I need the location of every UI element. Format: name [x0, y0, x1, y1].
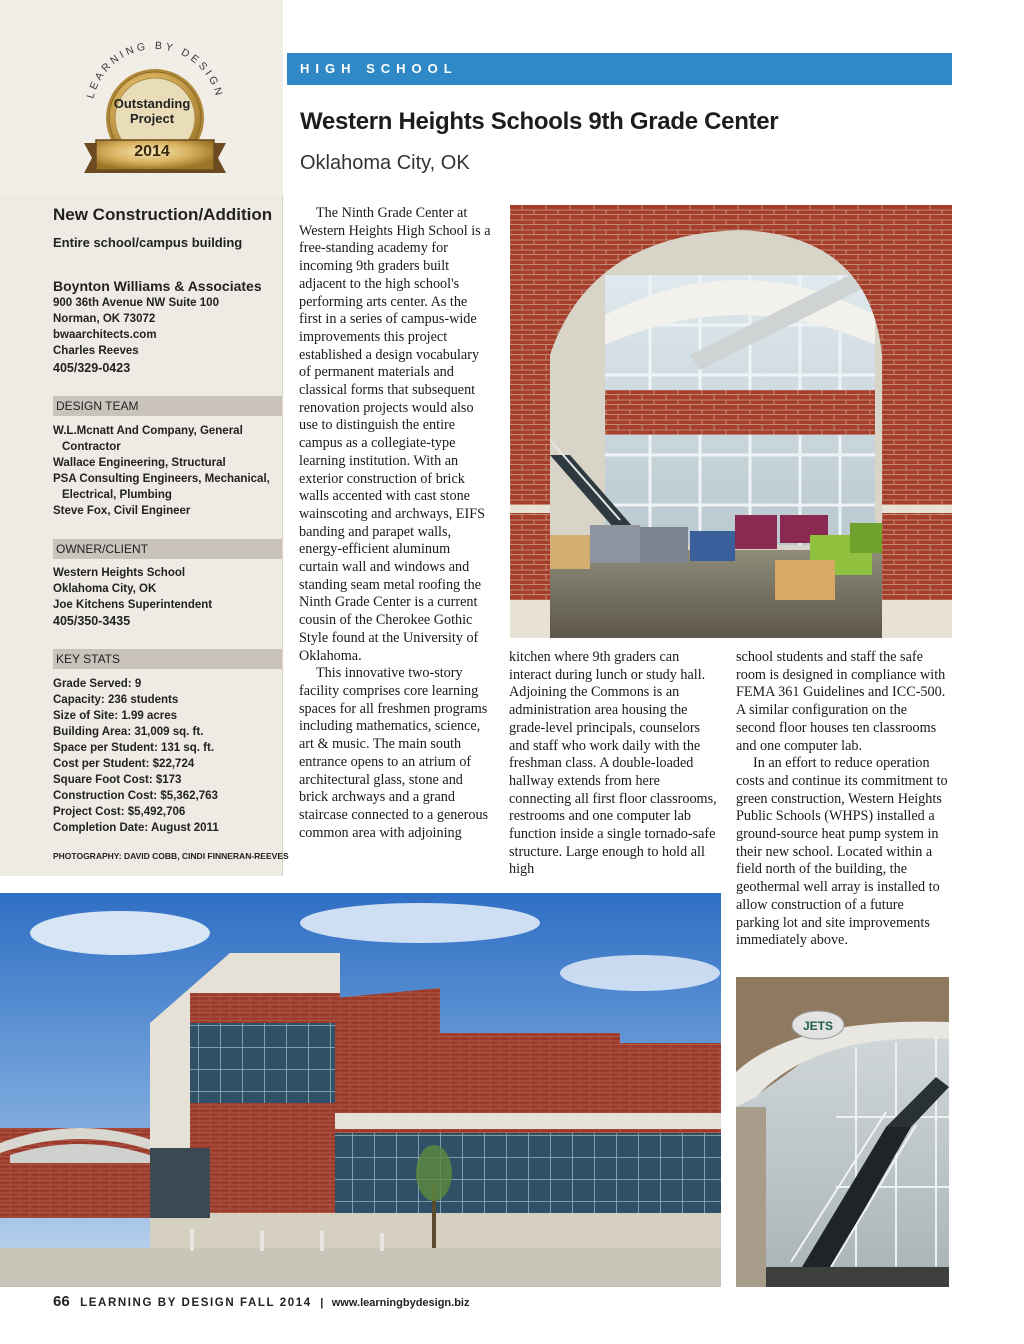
page-number: 66 [53, 1293, 70, 1310]
key-stats-heading: KEY STATS [53, 649, 282, 669]
firm-phone: 405/329-0423 [53, 361, 131, 375]
design-team-heading: DESIGN TEAM [53, 396, 282, 416]
stat-item: Capacity: 236 students [53, 694, 179, 706]
article-location: Oklahoma City, OK [300, 152, 470, 174]
paragraph: kitchen where 9th graders can interact during lunch or study hall. Adjoining the Commons is an administration area housing the grade-level principals, counselors and staff who work daily with the freshman class. A double-loaded hallway extends from here connecting all first floor classrooms, restrooms and one computer lab function inside a single tornado-safe structure. Large enough to hold all high [509, 649, 717, 878]
paragraph: In an effort to reduce operation costs and continue its commitment to green construction, Western Heights Public Schools (WHPS) installed a ground-source heat pump system in their new school. Located within a field north of the building, the geothermal well array is installed to allow construction of a future parking lot and site improvements immediately above. [736, 755, 948, 949]
team-item: PSA Consulting Engineers, Mechanical, Electrical, Plumbing [53, 473, 270, 501]
owner-contact: Joe Kitchens Superintendent [53, 599, 213, 611]
article-column-1 [299, 205, 491, 842]
badge-title [100, 96, 204, 126]
project-subcategory: Entire school/campus building [53, 235, 243, 250]
firm-contact: Charles Reeves [53, 345, 139, 357]
firm-website[interactable]: bwaarchitects.com [53, 329, 157, 341]
page-footer [53, 1293, 469, 1311]
article-column-2 [509, 649, 719, 879]
photo-credit: PHOTOGRAPHY: DAVID COBB, CINDI FINNERAN-REEVES [53, 851, 289, 861]
team-item: W.L.Mcnatt And Company, General Contractor [53, 425, 243, 453]
stat-item: Construction Cost: $5,362,763 [53, 790, 218, 802]
article-column-3 [736, 649, 948, 950]
stair-photo [736, 977, 949, 1287]
stat-item: Square Foot Cost: $173 [53, 774, 182, 786]
stat-item: Building Area: 31,009 sq. ft. [53, 726, 204, 738]
firm-address: 900 36th Avenue NW Suite 100 [53, 297, 219, 309]
owner-info [53, 565, 278, 629]
jets-sign: JETS [802, 1019, 834, 1033]
project-category: New Construction/Addition [53, 205, 273, 224]
atrium-photo [510, 205, 952, 638]
design-team-list [53, 423, 278, 519]
stat-item: Cost per Student: $22,724 [53, 758, 195, 770]
stat-item: Grade Served: 9 [53, 678, 142, 690]
owner-name: Western Heights School [53, 567, 186, 579]
firm-city: Norman, OK 73072 [53, 313, 156, 325]
paragraph: The Ninth Grade Center at Western Heights High School is a free-standing academy for incoming 9th graders built adjacent to the high school's performing arts center. As the first in a series of campus-wide improvements this project established a design vocabulary of permanent materials and classical forms that subsequent renovation projects would also use to distinguish the entire campus as a collegiate-type learning institution. With an exterior construction of brick walls accented with cast stone wainscoting and archways, EIFS banding and parapet walls, energy-efficient aluminum curtain wall and windows and standing seam metal roofing the Ninth Grade Center is a current cousin of the Cherokee Gothic Style found at the University of Oklahoma. [299, 205, 491, 664]
team-item: Steve Fox, Civil Engineer [53, 505, 191, 517]
stat-item: Project Cost: $5,492,706 [53, 806, 186, 818]
paragraph: school students and staff the safe room is designed in compliance with FEMA 361 Guidelines and ICC-500. A similar configuration on the second floor houses ten classrooms and one computer lab. [736, 649, 946, 754]
stat-item: Space per Student: 131 sq. ft. [53, 742, 215, 754]
team-item: Wallace Engineering, Structural [53, 457, 226, 469]
key-stats-list [53, 676, 278, 836]
paragraph: This innovative two-story facility comprises core learning spaces for all freshmen programs including mathematics, science, art & music. The main south entrance opens to an atrium of architectural glass, stone and brick archways and a grand staircase connected to a generous common area with adjoining [299, 665, 489, 841]
article-title: Western Heights Schools 9th Grade Center [300, 108, 779, 135]
stat-item: Completion Date: August 2011 [53, 822, 219, 834]
firm-name: Boynton Williams & Associates [53, 278, 262, 294]
footer-separator: | [320, 1297, 324, 1309]
owner-phone: 405/350-3435 [53, 614, 131, 628]
exterior-photo [0, 893, 721, 1287]
magazine-issue: LEARNING BY DESIGN FALL 2014 [80, 1297, 312, 1309]
badge-line2: Project [129, 111, 175, 126]
owner-city: Oklahoma City, OK [53, 583, 157, 595]
stat-item: Size of Site: 1.99 acres [53, 710, 178, 722]
owner-heading: OWNER/CLIENT [53, 539, 282, 559]
badge-ring-text: LEARNING BY DESIGN [84, 39, 226, 100]
badge-year: 2014 [134, 143, 170, 160]
badge-line1: Outstanding [113, 96, 191, 111]
footer-url[interactable]: www.learningbydesign.biz [331, 1297, 470, 1309]
section-label: HIGH SCHOOL [300, 61, 458, 76]
